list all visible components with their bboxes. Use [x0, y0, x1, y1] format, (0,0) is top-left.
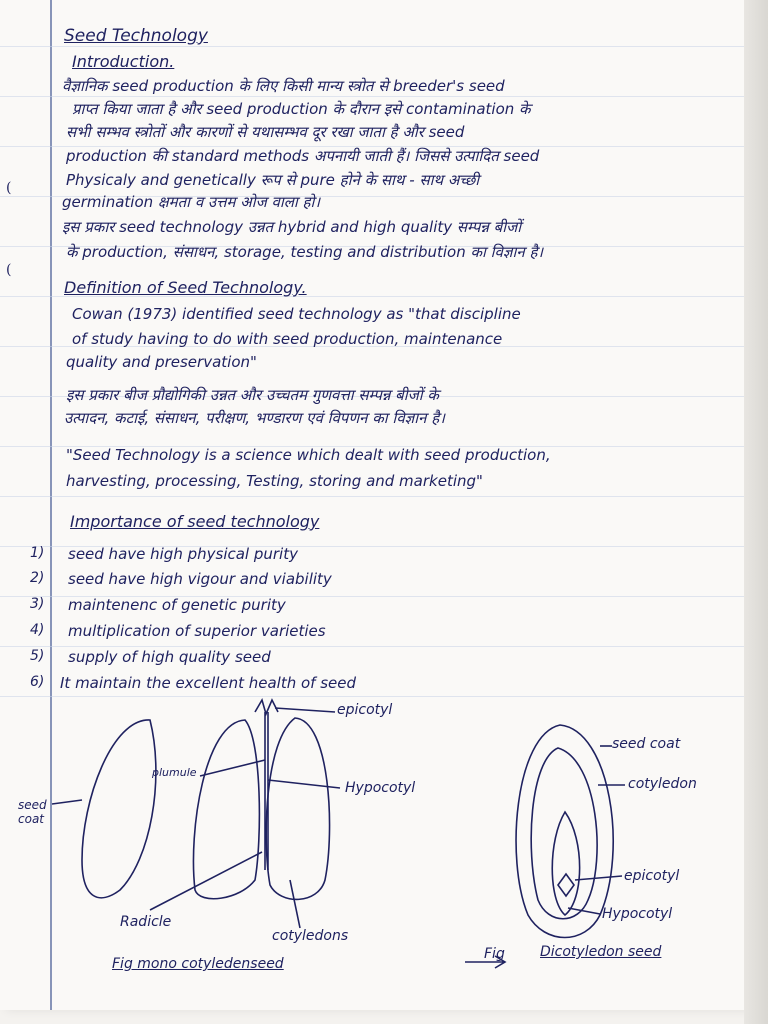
leader-radicle	[150, 852, 262, 910]
label-cotyledons: cotyledons	[272, 928, 349, 944]
leader-cotyledons	[290, 880, 300, 928]
list-item-text: supply of high quality seed	[68, 648, 271, 666]
leader-seed-coat	[52, 800, 82, 804]
list-item-text: multiplication of superior varieties	[68, 622, 326, 640]
list-item-number: 5)	[30, 648, 45, 664]
rule-line	[0, 646, 748, 647]
rule-line	[0, 96, 748, 97]
definition-line: "Seed Technology is a science which dealt with seed production,	[66, 446, 551, 464]
rule-line	[0, 46, 748, 47]
definition-heading: Definition of Seed Technology.	[64, 278, 307, 297]
margin-mark: (	[6, 180, 12, 196]
intro-heading: Introduction.	[72, 52, 175, 71]
margin-mark: (	[6, 262, 12, 278]
label-hypocotyl: Hypocotyl	[345, 780, 416, 796]
leader-epicotyl	[275, 708, 335, 712]
label-radicle: Radicle	[120, 914, 172, 930]
rule-line	[0, 496, 748, 497]
dicot-caption: Dicotyledon seed	[540, 944, 662, 960]
intro-line: के production, संसाधन, storage, testing and distribution का विज्ञान है।	[66, 243, 544, 261]
definition-line: of study having to do with seed production, maintenance	[72, 330, 503, 348]
list-item-number: 4)	[30, 622, 45, 638]
label-seed-coat: seed coat	[18, 798, 47, 826]
list-item-number: 1)	[30, 545, 45, 561]
list-item-number: 6)	[30, 674, 45, 690]
list-item-text: It maintain the excellent health of seed	[60, 674, 357, 692]
intro-line: वैज्ञानिक seed production के लिए किसी मान्य स्त्रोत से breeder's seed	[62, 77, 505, 95]
leader-plumule	[200, 760, 265, 776]
definition-line: quality and preservation"	[66, 353, 257, 371]
definition-line: Cowan (1973) identified seed technology as "that discipline	[72, 305, 521, 323]
mono-cotyledon-right-shape	[266, 718, 329, 899]
intro-line: सभी सम्भव स्त्रोतों और कारणों से यथासम्भव दूर रखा जाता है और seed	[66, 123, 465, 141]
leader-dicot-hypocotyl	[568, 908, 600, 914]
list-item-text: maintenenc of genetic purity	[68, 596, 286, 614]
definition-line: इस प्रकार बीज प्रौद्योगिकी उन्नत और उच्चतम गुणवत्ता सम्पन्न बीजों के	[66, 386, 439, 404]
intro-line: Physicaly and genetically रूप से pure होने के साथ - साथ अच्छी	[66, 171, 480, 189]
leader-hypocotyl	[268, 780, 340, 788]
definition-line: उत्पादन, कटाई, संसाधन, परीक्षण, भण्डारण एवं विपणन का विज्ञान है।	[64, 409, 445, 427]
dicot-embryo-shape	[552, 812, 579, 915]
list-item-text: seed have high vigour and viability	[68, 570, 332, 588]
label-dicot-seed-coat: seed coat	[612, 736, 681, 752]
mono-epicotyl-leaves	[255, 700, 278, 714]
mono-caption: Fig mono cotyledenseed	[112, 956, 284, 972]
intro-line: production की standard methods अपनायी जाती हैं। जिससे उत्पादित seed	[66, 147, 540, 165]
mono-cotyledon-left-shape	[193, 720, 259, 899]
page-title: Seed Technology	[64, 26, 208, 46]
intro-line: germination क्षमता व उत्तम ओज वाला हो।	[62, 193, 321, 211]
label-dicot-epicotyl: epicotyl	[624, 868, 680, 884]
definition-line: harvesting, processing, Testing, storing and marketing"	[66, 472, 483, 490]
list-item-number: 2)	[30, 570, 45, 586]
label-plumule: plumule	[152, 766, 197, 779]
desk-background	[744, 0, 768, 1024]
label-epicotyl: epicotyl	[337, 702, 393, 718]
mono-seed-coat-shape	[82, 720, 156, 898]
list-item-number: 3)	[30, 596, 45, 612]
importance-heading: Importance of seed technology	[70, 512, 320, 531]
label-dicot-hypocotyl: Hypocotyl	[602, 906, 673, 922]
leader-dicot-epicotyl	[575, 876, 622, 880]
list-item-text: seed have high physical purity	[68, 545, 298, 563]
dicot-fig-label: Fig	[484, 946, 505, 962]
dicot-epicotyl-shape	[558, 874, 574, 896]
intro-line: इस प्रकार seed technology उन्नत hybrid and high quality सम्पन्न बीजों	[62, 218, 522, 236]
intro-line: प्राप्त किया जाता है और seed production के दौरान इसे contamination के	[72, 100, 531, 118]
label-dicot-cotyledon: cotyledon	[628, 776, 697, 792]
